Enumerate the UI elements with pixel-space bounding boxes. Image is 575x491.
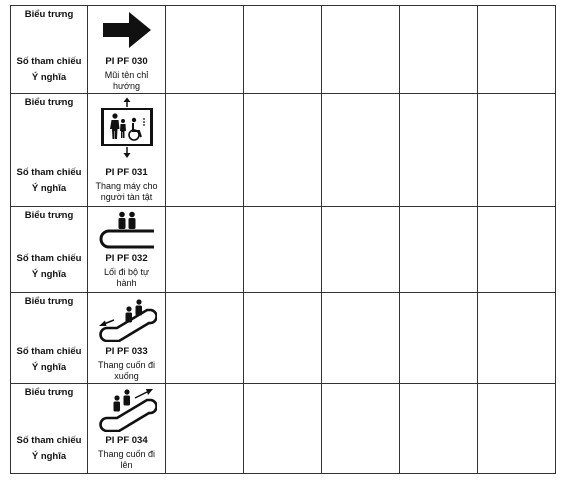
- escalator-down-icon: [97, 296, 157, 342]
- row-labels: [11, 293, 88, 384]
- blank-cell: [166, 207, 244, 293]
- meaning-text: Mũi tên chỉ hướng: [104, 70, 149, 91]
- blank-cell: [166, 384, 244, 474]
- reference-number: PI PF 033: [105, 346, 148, 357]
- blank-cell: [400, 94, 478, 207]
- blank-cell: [400, 293, 478, 384]
- symbol-label: Biểu trưng: [24, 97, 74, 108]
- blank-cell: [322, 384, 400, 474]
- meaning-label: Ý nghĩa: [31, 451, 67, 462]
- table-row: [11, 293, 556, 384]
- symbol-label: Biểu trưng: [24, 296, 74, 307]
- reference-number: PI PF 031: [105, 167, 148, 178]
- symbol-cell: [88, 293, 166, 384]
- table-row: [11, 6, 556, 94]
- blank-cell: [244, 94, 322, 207]
- table-row: [11, 207, 556, 293]
- meaning-text: Thang cuốn đi xuống: [97, 360, 156, 381]
- blank-cell: [478, 6, 556, 94]
- blank-cell: [166, 94, 244, 207]
- table-row: [11, 94, 556, 207]
- moving-walkway-icon: [97, 211, 157, 249]
- row-labels: [11, 384, 88, 474]
- reference-number: PI PF 032: [105, 253, 148, 264]
- blank-cell: [322, 6, 400, 94]
- meaning-text: Thang cuốn đi lên: [97, 449, 156, 470]
- blank-cell: [478, 94, 556, 207]
- blank-cell: [322, 207, 400, 293]
- blank-cell: [322, 94, 400, 207]
- row-labels: [11, 207, 88, 293]
- blank-cell: [166, 6, 244, 94]
- escalator-up-icon: [97, 386, 157, 432]
- blank-cell: [400, 384, 478, 474]
- symbol-cell: [88, 207, 166, 293]
- reference-label: Số tham chiếu: [16, 346, 82, 357]
- row-labels: [11, 6, 88, 94]
- symbol-cell: [88, 6, 166, 94]
- meaning-label: Ý nghĩa: [31, 269, 67, 280]
- arrow-right-icon: [99, 10, 155, 50]
- blank-cell: [478, 293, 556, 384]
- blank-cell: [322, 293, 400, 384]
- reference-number: PI PF 034: [105, 435, 148, 446]
- reference-label: Số tham chiếu: [16, 253, 82, 264]
- blank-cell: [400, 207, 478, 293]
- symbol-label: Biểu trưng: [24, 9, 74, 20]
- meaning-label: Ý nghĩa: [31, 72, 67, 83]
- blank-cell: [478, 207, 556, 293]
- blank-cell: [244, 6, 322, 94]
- meaning-text: Lối đi bộ tự hành: [103, 267, 150, 288]
- reference-label: Số tham chiếu: [16, 56, 82, 67]
- symbol-label: Biểu trưng: [24, 387, 74, 398]
- meaning-label: Ý nghĩa: [31, 183, 67, 194]
- reference-label: Số tham chiếu: [16, 435, 82, 446]
- blank-cell: [166, 293, 244, 384]
- row-labels: [11, 94, 88, 207]
- meaning-label: Ý nghĩa: [31, 362, 67, 373]
- accessible-elevator-icon: [99, 97, 155, 159]
- meaning-text: Thang máy cho người tàn tật: [95, 181, 158, 202]
- symbol-label: Biểu trưng: [24, 210, 74, 221]
- blank-cell: [244, 293, 322, 384]
- blank-cell: [400, 6, 478, 94]
- blank-cell: [244, 207, 322, 293]
- symbol-cell: [88, 384, 166, 474]
- symbol-table: [10, 5, 556, 474]
- blank-cell: [478, 384, 556, 474]
- symbol-reference-sheet: [10, 5, 556, 474]
- symbol-cell: [88, 94, 166, 207]
- table-row: [11, 384, 556, 474]
- reference-label: Số tham chiếu: [16, 167, 82, 178]
- reference-number: PI PF 030: [105, 56, 148, 67]
- blank-cell: [244, 384, 322, 474]
